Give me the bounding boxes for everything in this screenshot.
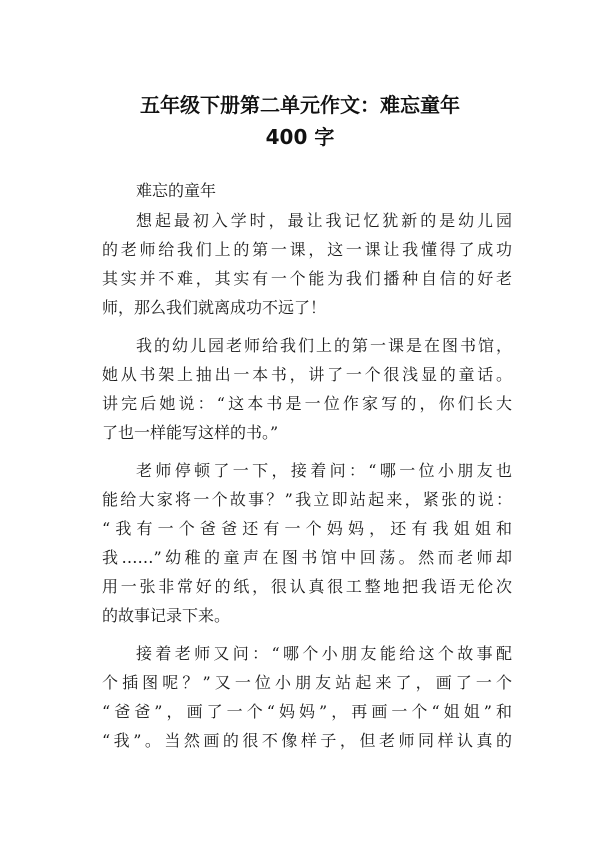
text-line: “我”。当然画的很不像样子，但老师同样认真的 (102, 731, 512, 750)
text-line: 我……”幼稚的童声在图书馆中回荡。然而老师却 (102, 548, 512, 567)
text-line: 其实并不难，其实有一个能为我们播种自信的好老 (102, 269, 512, 288)
paragraph (102, 206, 512, 322)
text-line: “爸爸”，画了一个“妈妈”，再画一个“姐姐”和 (102, 702, 512, 721)
paragraph (102, 331, 512, 447)
title-line: 400 字 (265, 125, 335, 150)
essay-subtitle: 难忘的童年 (136, 181, 217, 200)
paragraph (102, 639, 512, 755)
paragraph (102, 456, 512, 630)
text-line: 了也一样能写这样的书。” (102, 423, 279, 442)
text-line: 能给大家将一个故事？”我立即站起来，紧张的说： (102, 490, 512, 509)
text-line: 的老师给我们上的第一课，这一课让我懂得了成功 (102, 240, 512, 259)
text-line: 个插图呢？”又一位小朋友站起来了，画了一个 (102, 673, 512, 692)
text-line: 讲完后她说：“这本书是一位作家写的，你们长大 (102, 394, 512, 413)
text-line: 我的幼儿园老师给我们上的第一课是在图书馆， (136, 336, 512, 355)
text-line: “我有一个爸爸还有一个妈妈，还有我姐姐和 (102, 519, 512, 538)
title-line: 五年级下册第二单元作文：难忘童年 (140, 93, 460, 118)
text-line: 的故事记录下来。 (102, 606, 231, 625)
document-title (0, 89, 600, 153)
text-line: 她从书架上抽出一本书，讲了一个很浅显的童话。 (102, 365, 512, 384)
text-line: 老师停顿了一下，接着问：“哪一位小朋友也 (136, 461, 512, 480)
text-line: 师，那么我们就离成功不远了！ (102, 298, 327, 317)
text-line: 用一张非常好的纸，很认真很工整地把我语无伦次 (102, 577, 512, 596)
text-line: 接着老师又问：“哪个小朋友能给这个故事配 (136, 644, 512, 663)
document-body (102, 176, 512, 764)
text-line: 想起最初入学时，最让我记忆犹新的是幼儿园 (136, 211, 512, 230)
